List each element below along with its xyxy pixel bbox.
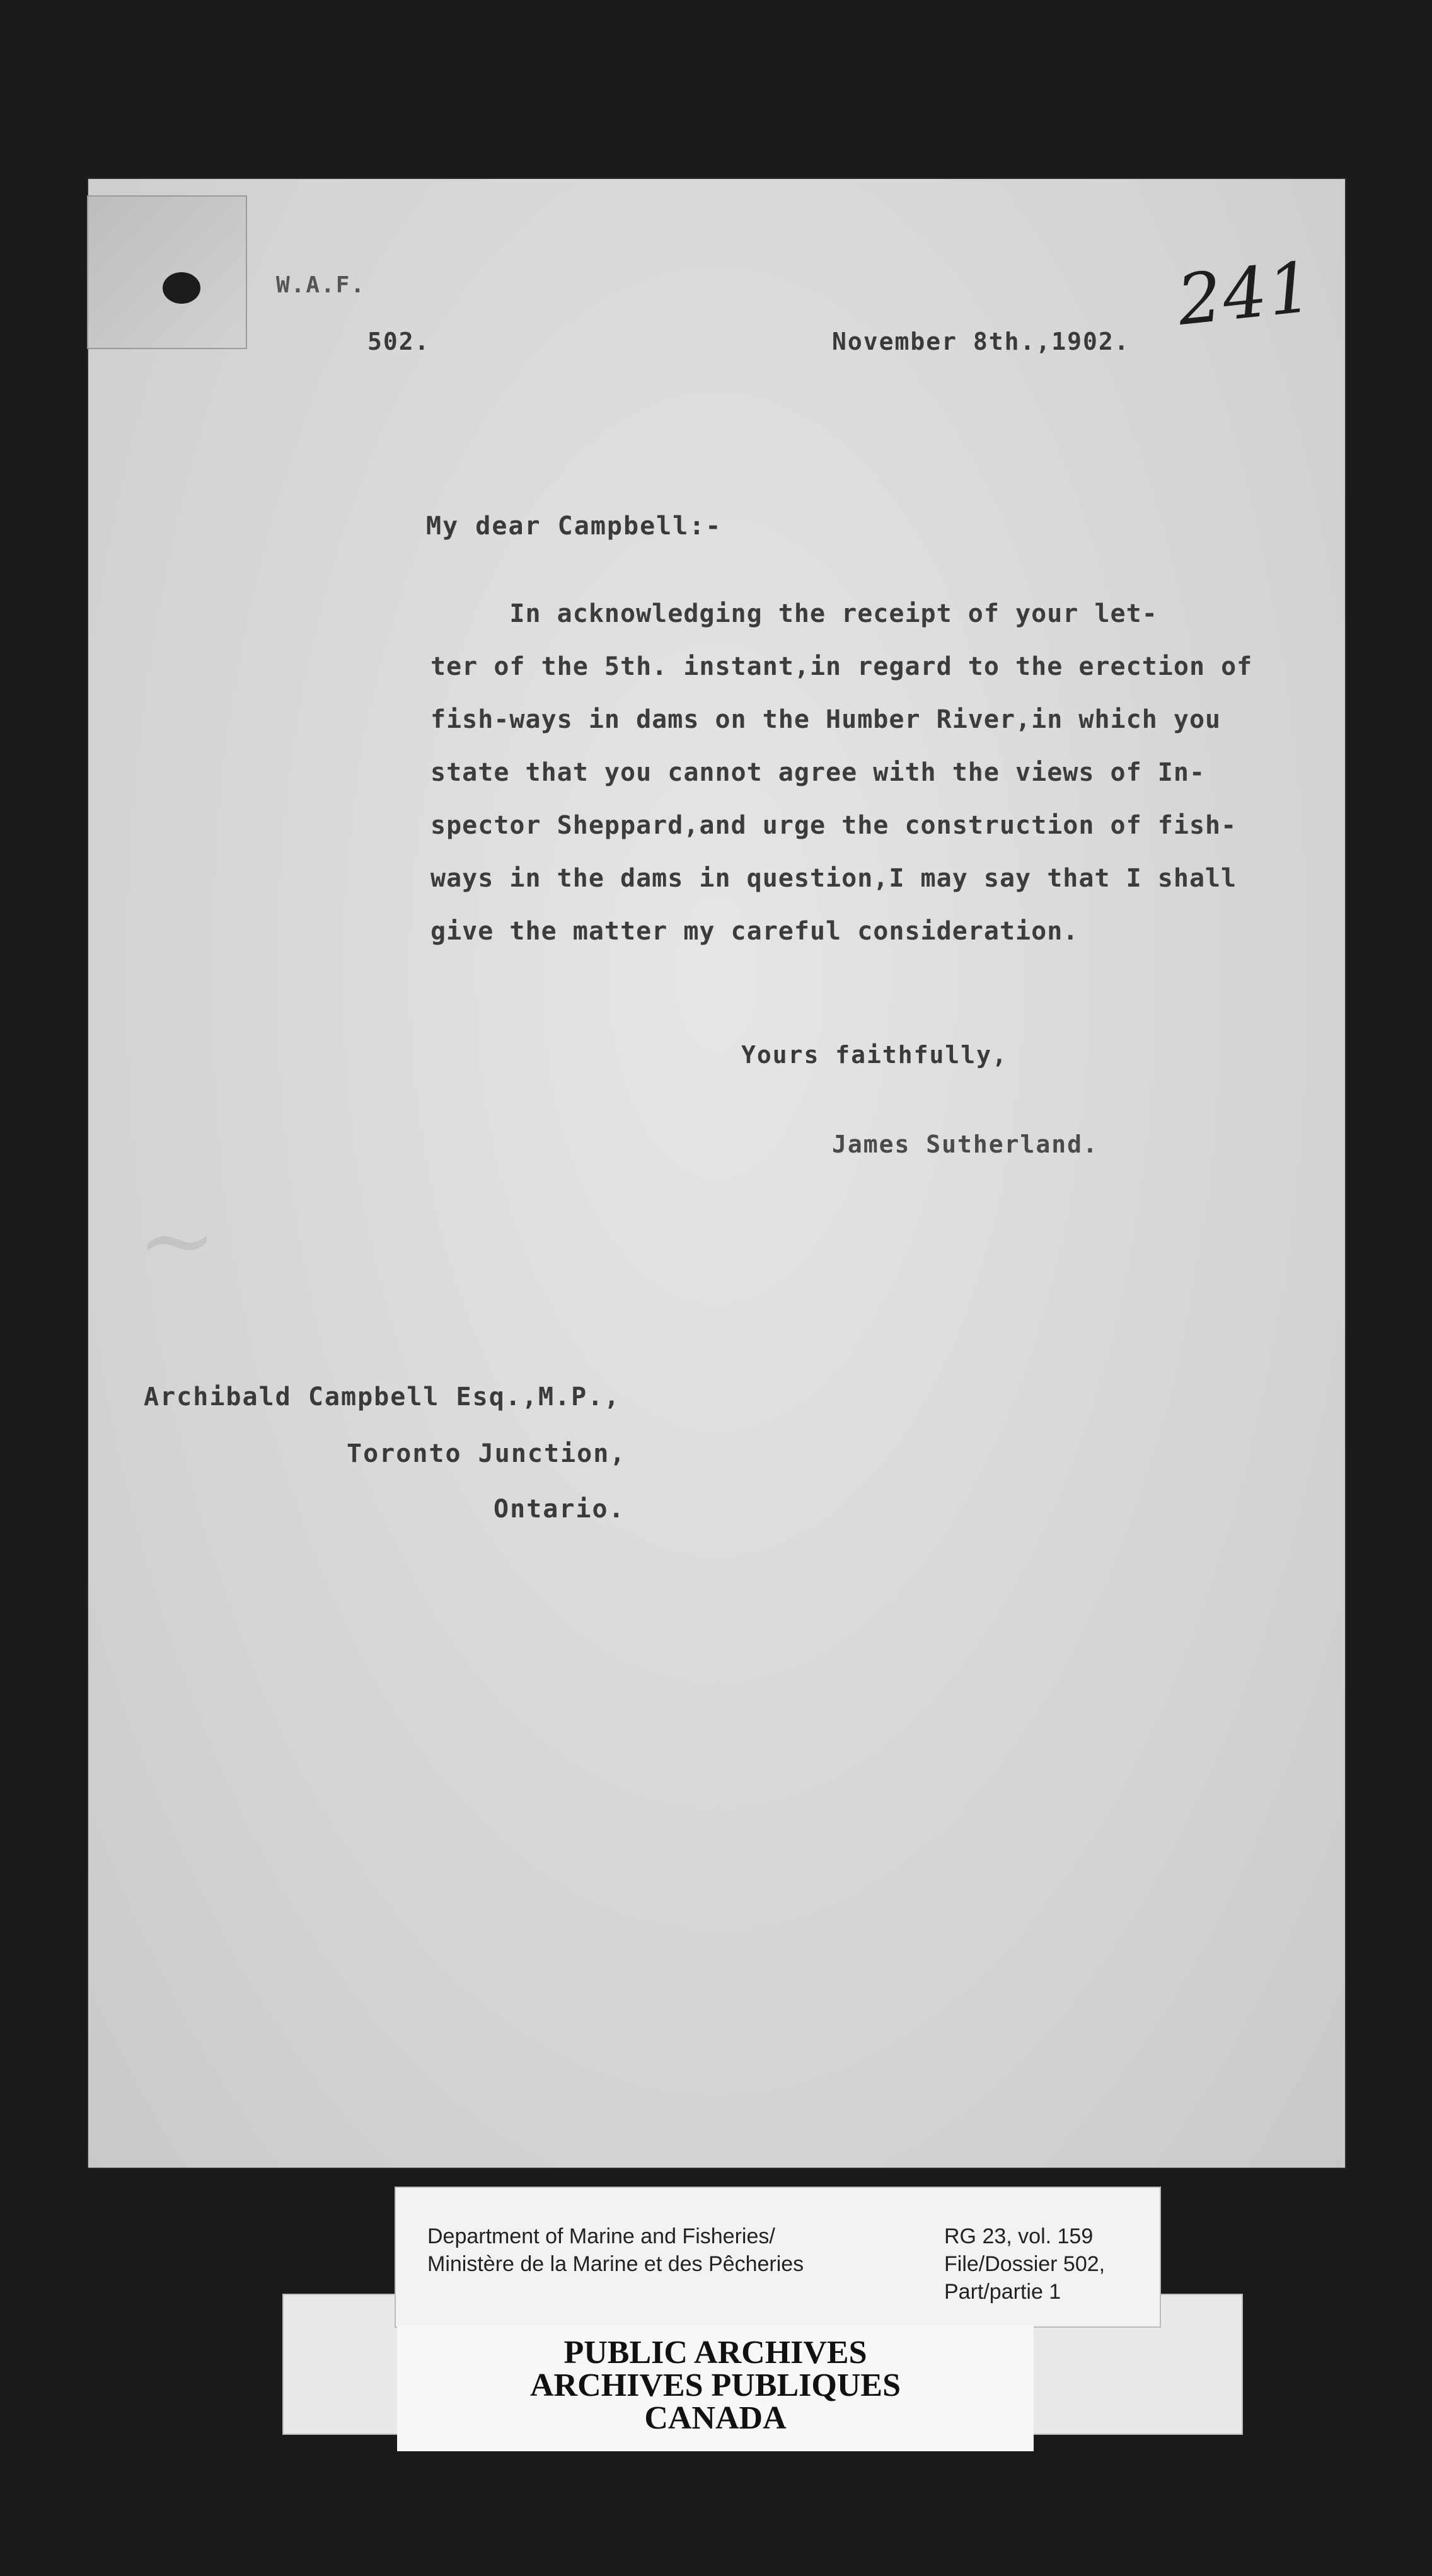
- letter-page: [87, 178, 1346, 2169]
- file-number: 502.: [367, 328, 430, 355]
- recipient-city: Toronto Junction,: [347, 1439, 626, 1468]
- letter-body: [430, 587, 1313, 958]
- recipient-province: Ontario.: [494, 1495, 625, 1524]
- archive-label: [395, 2187, 1161, 2328]
- ink-blot: [163, 272, 200, 304]
- stamp-line-french: ARCHIVES PUBLIQUES: [529, 2367, 901, 2403]
- body-line: state that you cannot agree with the views of In-: [430, 758, 1206, 787]
- body-line: spector Sheppard,and urge the construction of fish-: [430, 811, 1237, 840]
- label-reference: [944, 2222, 1105, 2306]
- archive-stamp-text: [397, 2325, 1034, 2435]
- body-line: ter of the 5th. instant,in regard to the erection of: [430, 652, 1253, 681]
- reference-code: W.A.F.: [276, 272, 366, 298]
- body-line: fish-ways in dams on the Humber River,in which you: [430, 705, 1221, 734]
- stamp-line-english: PUBLIC ARCHIVES: [563, 2335, 867, 2371]
- bleed-through-mark: ~: [137, 1186, 217, 1296]
- record-group: RG 23, vol. 159: [944, 2224, 1094, 2248]
- salutation: My dear Campbell:-: [426, 512, 722, 541]
- recipient-name: Archibald Campbell Esq.,M.P.,: [144, 1383, 621, 1412]
- signature: James Sutherland.: [832, 1130, 1099, 1158]
- closing: Yours faithfully,: [741, 1041, 1008, 1069]
- label-department: [427, 2222, 804, 2278]
- body-line: In acknowledging the receipt of your let-: [430, 599, 1158, 628]
- department-english: Department of Marine and Fisheries/: [427, 2224, 775, 2248]
- file-dossier: File/Dossier 502,: [944, 2252, 1106, 2276]
- part-partie: Part/partie 1: [944, 2280, 1061, 2304]
- body-line: give the matter my careful consideration.: [430, 917, 1079, 946]
- body-line: ways in the dams in question,I may say that I shall: [430, 864, 1237, 893]
- department-french: Ministère de la Marine et des Pêcheries: [427, 2252, 804, 2276]
- corner-mark: [87, 195, 247, 349]
- folio-number: 241: [1173, 246, 1318, 341]
- stamp-line-country: CANADA: [644, 2400, 787, 2436]
- letter-date: November 8th.,1902.: [832, 328, 1130, 355]
- archive-stamp: [397, 2325, 1034, 2451]
